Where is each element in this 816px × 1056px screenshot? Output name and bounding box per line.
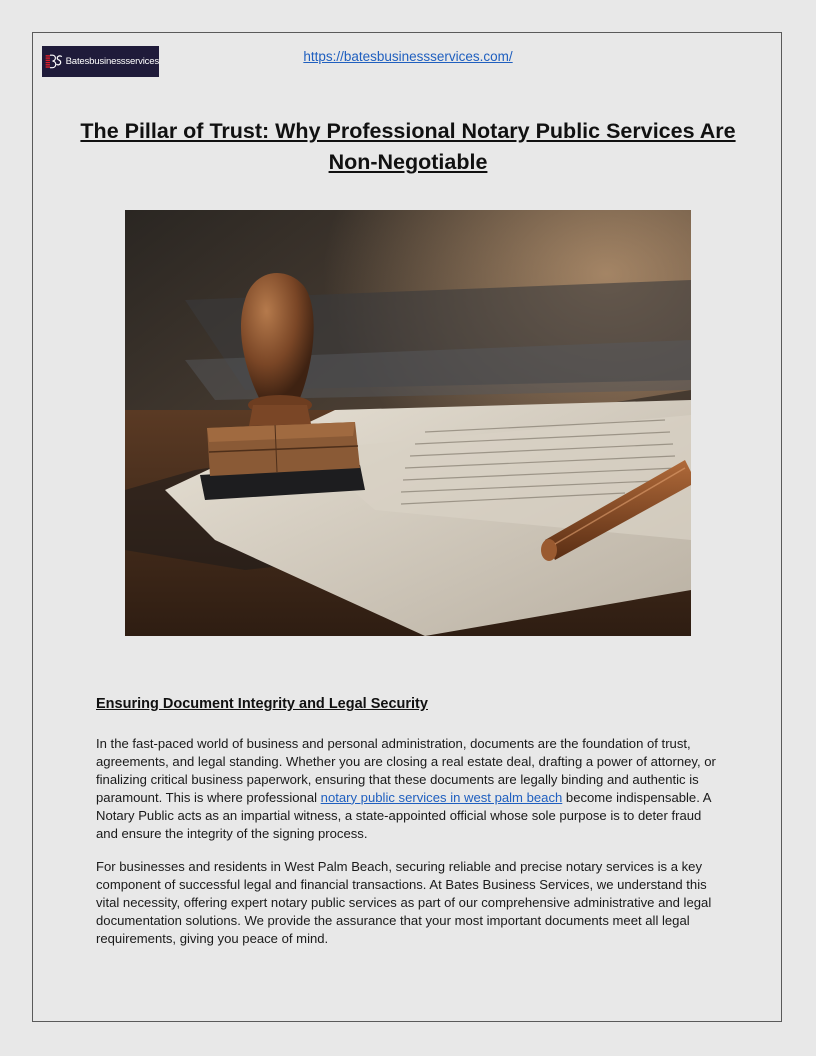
page-title: The Pillar of Trust: Why Professional Notary Public Services Are Non-Negotiable [80,119,736,174]
paragraph-intro-end: become indispensable. A Notary Public acts as an impartial witness, a state-appointed official whose sole purpose is to deter fraud and ensure the integrity of the signing process. [96,789,711,841]
logo-text: Batesbusinessservices [65,56,159,67]
hero-image [125,210,691,636]
section-heading: Ensuring Document Integrity and Legal Security [96,696,428,712]
notary-services-link[interactable]: notary public services in west palm beach [320,789,563,805]
paragraph-services: For businesses and residents in West Palm Beach, securing reliable and precise notary services is a key component of successful legal and financial transactions. At Bates Business Services, we understand this vital necessity, offering expert notary public services as part of our comprehensive administrative and legal documentation solutions. We provide the assurance that your most important documents meet all legal requirements, giving you peace of mind. [96,859,712,946]
website-link[interactable]: https://batesbusinessservices.com/ [303,49,513,64]
paragraph-intro-start: In the fast-paced world of business and personal administration, documents are the foundation of trust, agreements, and legal standing. Whether you are closing a real estate deal, drafting a power of attorney, or finalizing critical business paperwork, ensuring that these documents are legally binding and authentic is paramount. This is where professional [96,736,716,805]
paragraph-intro [96,735,724,842]
